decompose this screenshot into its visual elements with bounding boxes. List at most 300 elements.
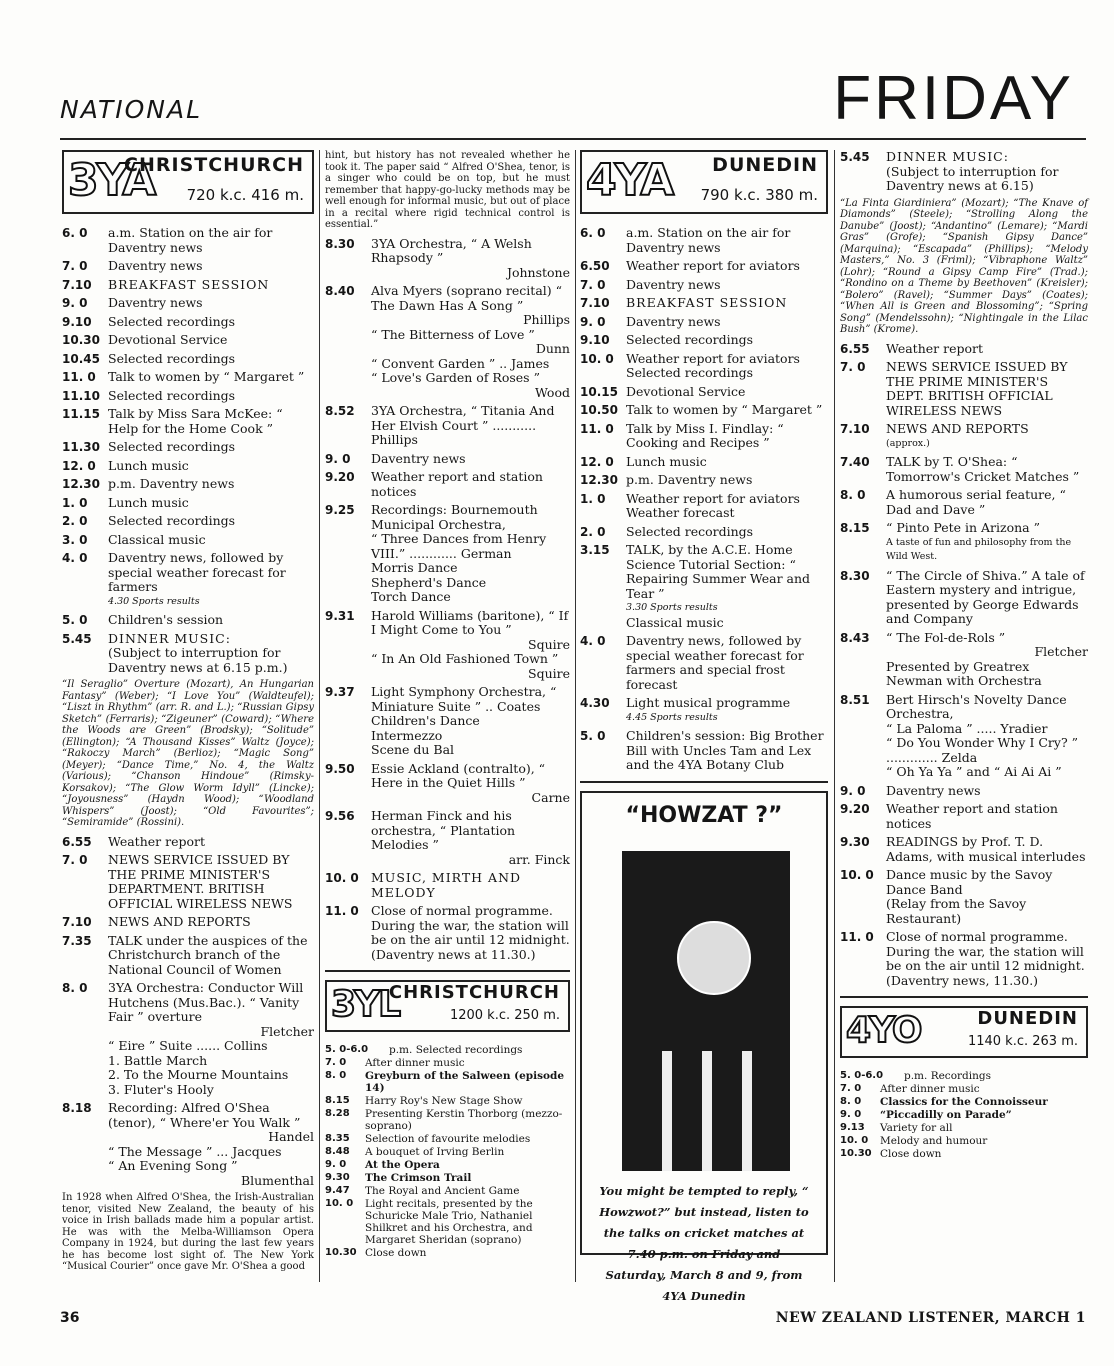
program-entry bbox=[580, 385, 828, 400]
station-frequency: 790 k.c. 380 m. bbox=[700, 186, 818, 204]
entry-line: “ Do You Wonder Why I Cry? ” ............. Zelda bbox=[886, 735, 1079, 765]
entry-time: 8. 0 bbox=[325, 1070, 347, 1081]
entry-text: 3YA Orchestra: Conductor Will Hutchens (Mus.Bac.). “ Vanity Fair ” overture bbox=[108, 980, 304, 1024]
entry-text: Selected recordings bbox=[626, 523, 754, 539]
entry-text: Harry Roy's New Stage Show bbox=[365, 1095, 523, 1107]
entry-time: 2. 0 bbox=[580, 524, 606, 539]
entry-text: p.m. Recordings bbox=[904, 1070, 991, 1082]
program-entry bbox=[325, 404, 570, 448]
entry-text: “ The Fol-de-Rols ” bbox=[886, 629, 1006, 645]
entry-text: TALK under the auspices of the Christchurch branch of the National Council of Women bbox=[108, 932, 308, 977]
entry-text: Daventry news bbox=[626, 313, 721, 329]
entry-time: 9. 0 bbox=[325, 1159, 347, 1170]
program-entry bbox=[62, 333, 314, 348]
program-entry bbox=[580, 473, 828, 488]
entry-text: “ The Circle of Shiva.” A tale of Eastern mystery and intrigue, presented by George Edwards and Company bbox=[886, 567, 1085, 626]
entry-text: Selected recordings bbox=[626, 332, 754, 347]
entry-time: 5. 0-6.0 bbox=[325, 1044, 369, 1055]
header-rule bbox=[60, 138, 1086, 140]
cricket-ball-icon bbox=[677, 921, 751, 995]
entry-time: 8.18 bbox=[62, 1101, 92, 1115]
program-entry bbox=[840, 521, 1088, 565]
entry-text: Selected recordings bbox=[108, 313, 236, 329]
entry-time: 6.50 bbox=[580, 259, 610, 273]
program-entry bbox=[325, 470, 570, 499]
entry-text: At the Opera bbox=[365, 1159, 440, 1171]
entry-time: 7. 0 bbox=[325, 1057, 347, 1068]
entry-text: Daventry news bbox=[108, 258, 203, 273]
program-entry bbox=[325, 1146, 570, 1158]
program-entry bbox=[325, 1108, 570, 1132]
program-entry bbox=[840, 150, 1088, 194]
composer: Dunn bbox=[535, 341, 570, 356]
program-entry bbox=[580, 543, 828, 630]
program-entry bbox=[325, 284, 570, 400]
composer: Blumenthal bbox=[240, 1172, 314, 1188]
entry-text: Selected recordings bbox=[108, 350, 236, 366]
entry-line: Presented by Greatrex Newman with Orchestra bbox=[886, 658, 1042, 688]
program-entry bbox=[62, 551, 314, 609]
entry-text: Recordings: Bournemouth Municipal Orchestra, bbox=[371, 502, 538, 532]
entry-time: 8.15 bbox=[325, 1095, 350, 1106]
entry-time: 9. 0 bbox=[62, 296, 88, 310]
entry-time: 5. 0-6.0 bbox=[840, 1070, 884, 1081]
entry-time: 11. 0 bbox=[62, 370, 96, 384]
dinner-music-list: “La Finta Giardiniera” (Mozart); “The Knave of Diamonds” (Steele); “Strolling Along the Danube” (Joost); “Andantino” (Lemare); “Mardi Gras” (Grofe); “Spanish Gipsy Dance” (Marquina); “Escapada” (Phillips); “Melody Masters,” No. 3 (Friml); “Vibraphone Waltz” (Lohr); “Round a Gipsy Camp Fire” (Trad.); “Rondino on a Theme by Beethoven” (Kreisler); “Bolero” (Ravel); “Summer Days” (Coates); “When All is Green and Blossoming”; “Spring Song” (Mendelssohn); “Nightingale in the Lilac Bush” (Krome). bbox=[840, 197, 1088, 335]
entry-text: a.m. Station on the air for Daventry news bbox=[108, 225, 273, 255]
station-logo: 3YA bbox=[68, 155, 155, 206]
column-3ya bbox=[62, 150, 314, 1279]
program-entry bbox=[62, 915, 314, 930]
feature-caption: You might be tempted to reply, “ Howzwot?” but instead, listen to the talks on cricket matches at 7.40 p.m. on Friday and Saturday, March 8 and 9, from 4YA Dunedin bbox=[599, 1183, 809, 1303]
dinner-music-list: “Il Seraglio” Overture (Mozart), An Hungarian Fantasy” (Weber); “I Love You” (Waldteufel); “Liszt in Rhythm” (arr. R. and L.); “Russian Gipsy Sketch” (Ferraris); “Zigeuner” (Coward); “Where the Woods are Green” (Brodsky); “Solitude” (Ellington); “A Thousand Kisses” Waltz (Joyce); “Rakoczy March” (Berlioz); “Magic Song” (Meyer); “Dance Time,” No. 4, the Waltz (Various); “Chanson Hindoue” (Rimsky-Korsakov); “The Glow Worm Idyll” (Lincke); “Joyousness” (Haydn Wood); “Woodland Whispers” (Joost); “Old Favourites”; “Semiramide” (Rossini). bbox=[62, 679, 314, 828]
program-entry bbox=[840, 868, 1088, 926]
entry-time: 8. 0 bbox=[62, 981, 88, 995]
page-number: 36 bbox=[60, 1310, 80, 1326]
column-divider bbox=[575, 150, 576, 1282]
program-entry bbox=[62, 226, 314, 255]
station-frequency: 1140 k.c. 263 m. bbox=[967, 1034, 1078, 1049]
entry-time: 5. 0 bbox=[580, 729, 606, 743]
entry-text: Classics for the Connoisseur bbox=[880, 1096, 1048, 1108]
entry-text: NEWS AND REPORTS bbox=[108, 914, 251, 929]
entry-text: Daventry news, followed by special weather forecast for farmers and special frost forecast bbox=[626, 633, 804, 692]
program-entry bbox=[325, 452, 570, 467]
program-entry bbox=[62, 296, 314, 311]
program-entry bbox=[580, 278, 828, 293]
entry-time: 7.40 bbox=[840, 455, 870, 469]
cricket-illustration bbox=[622, 851, 790, 1171]
entry-time: 8.52 bbox=[325, 404, 355, 418]
stump-icon bbox=[662, 1051, 672, 1171]
entry-line: Morris Dance bbox=[371, 560, 458, 575]
entry-time: 5.45 bbox=[840, 150, 870, 164]
entry-time: 8.48 bbox=[325, 1146, 350, 1157]
program-entry bbox=[62, 514, 314, 529]
program-entry bbox=[62, 835, 314, 850]
entry-time: 9. 0 bbox=[840, 783, 866, 798]
entry-time: 9. 0 bbox=[840, 1109, 862, 1120]
entry-time: 8.30 bbox=[325, 236, 355, 251]
program-entry bbox=[325, 1095, 570, 1107]
entry-line: “ The Bitterness of Love ” bbox=[371, 326, 535, 342]
approx-note: (approx.) bbox=[886, 437, 930, 449]
entry-time: 9.20 bbox=[840, 802, 870, 816]
entry-time: 7. 0 bbox=[840, 360, 866, 374]
stump-icon bbox=[742, 1051, 752, 1171]
entry-line: 1. Battle March bbox=[108, 1052, 208, 1068]
entry-line: Classical music bbox=[626, 614, 724, 630]
program-entry bbox=[325, 1133, 570, 1145]
program-entry bbox=[580, 492, 828, 521]
entry-text: Talk to women by “ Margaret ” bbox=[108, 369, 305, 384]
entry-time: 9.10 bbox=[62, 314, 92, 329]
entry-text: Harold Williams (baritone), “ If I Might Come to You ” bbox=[371, 607, 569, 637]
howzat-feature-box bbox=[580, 791, 828, 1303]
entry-text: “Piccadilly on Parade” bbox=[880, 1109, 1012, 1121]
entry-text: DINNER MUSIC: bbox=[108, 630, 231, 646]
composer: Carne bbox=[531, 789, 570, 805]
entry-text: Weather report bbox=[886, 340, 983, 356]
section-label: NATIONAL bbox=[60, 95, 203, 124]
station-logo: 3YL bbox=[331, 984, 400, 1025]
entry-text: MUSIC, MIRTH AND MELODY bbox=[371, 870, 522, 900]
stump-icon bbox=[702, 1051, 712, 1171]
composer: Fletcher bbox=[260, 1023, 314, 1039]
section-rule bbox=[840, 996, 1088, 998]
composer: Phillips bbox=[523, 312, 570, 327]
program-entry bbox=[580, 403, 828, 418]
entry-line: “ Oh Ya Ya ” and “ Ai Ai Ai ” bbox=[886, 764, 1062, 779]
entry-time: 12. 0 bbox=[580, 454, 614, 469]
entry-time: 9.20 bbox=[325, 470, 355, 484]
entry-time: 9.56 bbox=[325, 809, 355, 823]
entry-time: 8.35 bbox=[325, 1133, 350, 1144]
entry-text: Selected recordings bbox=[108, 439, 236, 454]
entry-text: Light musical programme bbox=[626, 695, 791, 710]
program-entry bbox=[62, 259, 314, 274]
station-banner-4ya bbox=[580, 150, 828, 214]
entry-time: 6. 0 bbox=[580, 226, 606, 240]
entry-text: 3YA Orchestra, “ A Welsh Rhapsody ” bbox=[371, 235, 532, 265]
entry-time: 8.40 bbox=[325, 284, 355, 298]
entry-line: 3. Fluter's Hooly bbox=[108, 1081, 214, 1097]
program-entry bbox=[62, 352, 314, 367]
program-entry bbox=[840, 569, 1088, 627]
entry-text: Selected recordings bbox=[108, 513, 236, 528]
entry-time: 7.10 bbox=[840, 422, 870, 436]
composer: arr. Finck bbox=[508, 851, 570, 867]
column-divider bbox=[319, 150, 320, 1282]
entry-text: Daventry news bbox=[626, 276, 721, 292]
program-entry bbox=[840, 784, 1088, 799]
entry-text: Children's session: Big Brother Bill with Uncles Tam and Lex and the 4YA Botany Club bbox=[626, 728, 824, 772]
composer: Squire bbox=[528, 636, 570, 652]
entry-text: TALK by T. O'Shea: “ Tomorrow's Cricket Matches ” bbox=[886, 454, 1080, 484]
journal-footer: NEW ZEALAND LISTENER, MARCH 1 bbox=[775, 1310, 1086, 1326]
entry-text: “ Pinto Pete in Arizona ” bbox=[886, 520, 1040, 535]
entry-text: Weather report and station notices bbox=[371, 469, 543, 499]
day-title: FRIDAY bbox=[833, 64, 1074, 133]
entry-text: p.m. Daventry news bbox=[108, 476, 235, 491]
entry-line: Scene du Bal bbox=[371, 742, 455, 757]
entry-time: 10. 0 bbox=[840, 1135, 869, 1146]
entry-text: Alva Myers (soprano recital) “ The Dawn Has A Song ” bbox=[371, 283, 563, 313]
entry-time: 9.47 bbox=[325, 1185, 350, 1196]
entry-time: 7. 0 bbox=[62, 853, 88, 867]
entry-text: Talk by Miss Sara McKee: “ Help for the Home Cook ” bbox=[108, 406, 283, 436]
program-entry bbox=[580, 525, 828, 540]
entry-time: 10. 0 bbox=[840, 868, 874, 882]
entry-text: Devotional Service bbox=[626, 383, 746, 399]
entry-text: Close down bbox=[365, 1247, 427, 1259]
program-entry bbox=[580, 296, 828, 311]
program-entry bbox=[62, 853, 314, 911]
entry-text: The Royal and Ancient Game bbox=[365, 1185, 520, 1197]
station-banner-4yo bbox=[840, 1006, 1088, 1058]
entry-time: 1. 0 bbox=[62, 495, 88, 510]
program-entry bbox=[62, 1101, 314, 1188]
composer: Wood bbox=[534, 384, 570, 400]
entry-time: 8.51 bbox=[840, 692, 870, 707]
entry-time: 11. 0 bbox=[840, 930, 874, 944]
program-entry bbox=[325, 871, 570, 900]
entry-text: Weather report and station notices bbox=[886, 801, 1058, 831]
program-entry bbox=[325, 1198, 570, 1246]
program-entry bbox=[840, 342, 1088, 357]
entry-time: 7.10 bbox=[580, 296, 610, 310]
program-entry bbox=[840, 1122, 1088, 1134]
entry-text: A bouquet of Irving Berlin bbox=[365, 1146, 505, 1158]
section-rule bbox=[580, 781, 828, 783]
entry-time: 10.30 bbox=[62, 333, 100, 347]
program-entry bbox=[325, 1044, 570, 1056]
entry-time: 9.50 bbox=[325, 761, 355, 776]
entry-time: 7. 0 bbox=[580, 277, 606, 292]
program-entry bbox=[325, 1185, 570, 1197]
composer: Fletcher bbox=[1034, 644, 1088, 659]
program-entry bbox=[580, 315, 828, 330]
station-frequency: 720 k.c. 416 m. bbox=[186, 186, 304, 204]
sports-results-note: 3.30 Sports results bbox=[626, 602, 718, 613]
entry-text: Daventry news bbox=[371, 450, 466, 466]
entry-text: NEWS AND REPORTS bbox=[886, 421, 1029, 436]
entry-text: Presenting Kerstin Thorborg (mezzo-soprano) bbox=[365, 1108, 563, 1132]
station-logo: 4YA bbox=[586, 155, 673, 206]
entry-line: Children's Dance bbox=[371, 713, 480, 728]
program-entry bbox=[580, 226, 828, 255]
program-entry bbox=[840, 360, 1088, 418]
entry-time: 9.10 bbox=[580, 333, 610, 347]
entry-text: Talk to women by “ Margaret ” bbox=[626, 402, 823, 417]
entry-text: 3YA Orchestra, “ Titania And Her Elvish Court ” ........... Phillips bbox=[371, 403, 555, 447]
program-entry bbox=[325, 1057, 570, 1069]
entry-time: 11. 0 bbox=[580, 421, 614, 436]
entry-line: “ Three Dances from Henry VIII.” ............ German bbox=[371, 531, 547, 561]
composer: Handel bbox=[268, 1129, 314, 1144]
entry-time: 10.15 bbox=[580, 384, 618, 399]
entry-time: 10. 0 bbox=[580, 351, 614, 366]
entry-text: Close of normal programme. During the war, the station will be on the air until 12 midnight. (Daventry news at 11.30.) bbox=[371, 903, 570, 962]
entry-time: 10.30 bbox=[325, 1247, 357, 1258]
entry-time: 9.13 bbox=[840, 1122, 865, 1133]
entry-time: 11. 0 bbox=[325, 904, 359, 918]
program-entry bbox=[62, 533, 314, 548]
sports-results-note: 4.45 Sports results bbox=[626, 711, 718, 723]
column-divider bbox=[834, 150, 835, 1282]
station-banner-3yl bbox=[325, 980, 570, 1032]
entry-text: Lunch music bbox=[626, 453, 707, 469]
entry-text: a.m. Station on the air for Daventry news bbox=[626, 225, 791, 255]
program-entry bbox=[325, 762, 570, 806]
entry-text: Classical music bbox=[108, 531, 206, 547]
entry-text: Weather report for aviators Selected recordings bbox=[626, 350, 800, 380]
program-entry bbox=[325, 609, 570, 682]
program-entry bbox=[840, 631, 1088, 689]
station-city: CHRISTCHURCH bbox=[124, 154, 304, 176]
entry-time: 4. 0 bbox=[62, 551, 88, 565]
entry-time: 10. 0 bbox=[325, 871, 359, 885]
program-entry bbox=[840, 693, 1088, 780]
entry-time: 7.35 bbox=[62, 933, 92, 948]
entry-time: 6.55 bbox=[840, 341, 870, 356]
entry-text: Light recitals, presented by the Schuricke Male Trio, Nathaniel Shilkret and his Orchestra, and Margaret Sheridan (soprano) bbox=[365, 1198, 533, 1246]
entry-text: Lunch music bbox=[108, 457, 189, 473]
entry-text: Herman Finck and his orchestra, “ Plantation Melodies ” bbox=[371, 808, 516, 852]
program-entry bbox=[62, 477, 314, 492]
entry-text: Melody and humour bbox=[880, 1135, 988, 1147]
program-entry bbox=[580, 696, 828, 725]
entry-time: 8.15 bbox=[840, 521, 870, 535]
station-frequency: 1200 k.c. 250 m. bbox=[449, 1008, 560, 1023]
program-entry bbox=[325, 904, 570, 962]
entry-text: Close down bbox=[880, 1148, 942, 1160]
entry-time: 8. 0 bbox=[840, 488, 866, 502]
feature-title: “HOWZAT ?” bbox=[625, 802, 783, 828]
entry-time: 11.15 bbox=[62, 407, 100, 421]
program-entry bbox=[62, 459, 314, 474]
entry-line: “ La Paloma ” ..... Yradier bbox=[886, 720, 1048, 736]
entry-text: BREAKFAST SESSION bbox=[626, 295, 788, 310]
entry-time: 12.30 bbox=[62, 477, 100, 491]
program-entry bbox=[580, 422, 828, 451]
entry-text: NEWS SERVICE ISSUED BY THE PRIME MINISTER'S DEPARTMENT. BRITISH OFFICIAL WIRELESS NEWS bbox=[108, 852, 293, 911]
program-entry bbox=[325, 237, 570, 281]
entry-time: 8. 0 bbox=[840, 1096, 862, 1107]
entry-text: Selection of favourite melodies bbox=[365, 1133, 531, 1145]
entry-text: READINGS by Prof. T. D. Adams, with musical interludes bbox=[886, 834, 1086, 864]
entry-line: “ Eire ” Suite ...... Collins bbox=[108, 1038, 268, 1053]
entry-line: “ An Evening Song ” bbox=[108, 1158, 238, 1173]
program-entry bbox=[325, 685, 570, 758]
entry-time: 3.15 bbox=[580, 543, 610, 557]
entry-time: 6.55 bbox=[62, 834, 92, 849]
program-entry bbox=[62, 613, 314, 628]
program-entry bbox=[580, 634, 828, 692]
program-entry bbox=[62, 496, 314, 511]
entry-text: After dinner music bbox=[365, 1057, 465, 1069]
entry-line: “ In An Old Fashioned Town ” bbox=[371, 651, 559, 666]
entry-time: 8.28 bbox=[325, 1108, 350, 1119]
entry-time: 10.30 bbox=[840, 1148, 872, 1159]
program-entry bbox=[325, 1159, 570, 1171]
program-entry bbox=[840, 455, 1088, 484]
program-entry bbox=[580, 352, 828, 381]
station-banner-3ya bbox=[62, 150, 314, 214]
entry-text: Close of normal programme. During the war, the station will be on the air until 12 midnight. (Daventry news, 11.30.) bbox=[886, 929, 1085, 988]
entry-line: Intermezzo bbox=[371, 727, 443, 743]
entry-time: 4.30 bbox=[580, 696, 610, 710]
entry-text: Variety for all bbox=[880, 1122, 953, 1134]
entry-subtext: A taste of fun and philosophy from the Wild West. bbox=[886, 536, 1072, 562]
entry-text: Dance music by the Savoy Dance Band bbox=[886, 867, 1053, 897]
program-entry bbox=[580, 333, 828, 348]
composer: Squire bbox=[528, 665, 570, 681]
entry-text: p.m. Selected recordings bbox=[389, 1044, 523, 1056]
entry-line: “ Love's Garden of Roses ” bbox=[371, 370, 540, 385]
program-entry bbox=[62, 407, 314, 436]
station-logo: 4YO bbox=[846, 1010, 921, 1051]
program-entry bbox=[325, 1172, 570, 1184]
entry-time: 7.10 bbox=[62, 277, 92, 292]
program-entry bbox=[62, 440, 314, 455]
entry-text: A humorous serial feature, “ Dad and Dave ” bbox=[886, 487, 1066, 517]
entry-time: 9.25 bbox=[325, 503, 355, 517]
entry-time: 12. 0 bbox=[62, 458, 96, 473]
station-city: CHRISTCHURCH bbox=[388, 982, 560, 1003]
entry-text: Weather report bbox=[108, 833, 205, 849]
entry-text: After dinner music bbox=[880, 1083, 980, 1095]
entry-text: Weather report for aviators bbox=[626, 258, 800, 273]
entry-text: Selected recordings bbox=[108, 387, 236, 403]
entry-time: 9. 0 bbox=[325, 451, 351, 466]
entry-time: 7. 0 bbox=[840, 1083, 862, 1094]
entry-text: Recording: Alfred O'Shea (tenor), “ Where'er You Walk ” bbox=[108, 1100, 301, 1130]
entry-text: Essie Ackland (contralto), “ Here in the Quiet Hills ” bbox=[371, 760, 546, 790]
column-3ya-continued bbox=[325, 150, 570, 1260]
entry-line: (Relay from the Savoy Restaurant) bbox=[886, 896, 1027, 926]
entry-line: Torch Dance bbox=[371, 589, 451, 604]
station-city: DUNEDIN bbox=[712, 154, 818, 176]
entry-text: DINNER MUSIC: bbox=[886, 149, 1009, 164]
program-entry bbox=[325, 1247, 570, 1259]
entry-text: TALK, by the A.C.E. Home Science Tutorial Section: “ Repairing Summer Wear and Tear ” bbox=[626, 542, 811, 601]
entry-text: NEWS SERVICE ISSUED BY THE PRIME MINISTER'S DEPT. BRITISH OFFICIAL WIRELESS NEWS bbox=[886, 359, 1068, 418]
program-entry bbox=[840, 488, 1088, 517]
entry-text: Bert Hirsch's Novelty Dance Orchestra, bbox=[886, 691, 1067, 721]
entry-time: 6. 0 bbox=[62, 226, 88, 240]
program-entry bbox=[62, 389, 314, 404]
entry-time: 9.37 bbox=[325, 685, 355, 699]
entry-text: Children's session bbox=[108, 612, 224, 627]
entry-text: Devotional Service bbox=[108, 332, 228, 347]
entry-time: 9.30 bbox=[840, 835, 870, 849]
program-entry bbox=[580, 455, 828, 470]
program-entry bbox=[840, 1109, 1088, 1121]
entry-subtext: (Subject to interruption for Daventry news at 6.15 p.m.) bbox=[108, 645, 288, 675]
program-entry bbox=[580, 729, 828, 773]
entry-text: BREAKFAST SESSION bbox=[108, 276, 270, 292]
entry-text: Greyburn of the Salween (episode 14) bbox=[365, 1070, 565, 1094]
entry-time: 5.45 bbox=[62, 631, 92, 646]
entry-time: 2. 0 bbox=[62, 514, 88, 528]
program-entry bbox=[840, 1148, 1088, 1160]
program-entry bbox=[840, 835, 1088, 864]
entry-time: 12.30 bbox=[580, 473, 618, 487]
entry-text: The Crimson Trail bbox=[365, 1172, 472, 1184]
program-entry bbox=[840, 1083, 1088, 1095]
sports-results-note: 4.30 Sports results bbox=[108, 595, 200, 607]
